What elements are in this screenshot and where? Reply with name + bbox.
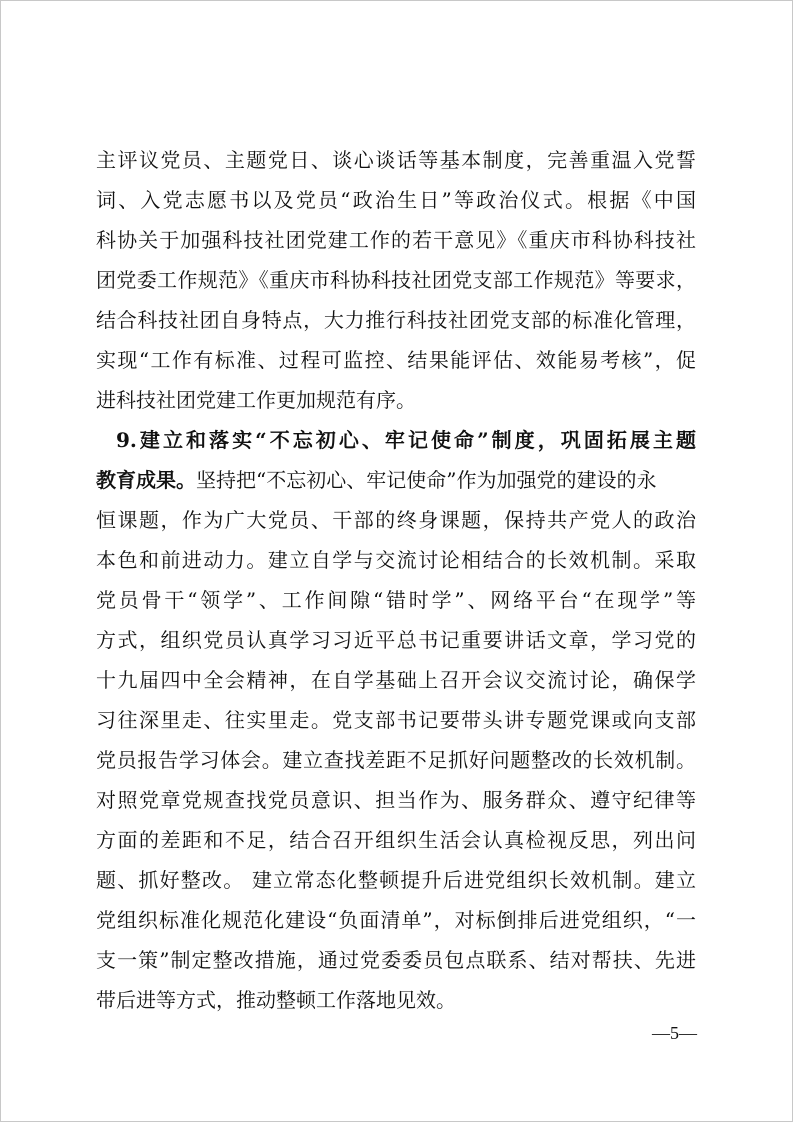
text-line: 科协关于加强科技社团党建工作的若干意见》《重庆市科协科技社 xyxy=(96,228,696,252)
text-line: 主评议党员、主题党日、谈心谈话等基本制度，完善重温入党誓 xyxy=(96,148,696,172)
section-heading-continuation xyxy=(96,460,656,500)
text-line: 恒课题，作为广大党员、干部的终身课题，保持共产党人的政治 xyxy=(96,508,696,532)
section-heading-end: 教育成果。 xyxy=(96,468,196,492)
text-line: 习往深里走、往实里走。党支部书记要带头讲专题党课或向支部 xyxy=(96,708,696,732)
text-line: 进科技社团党建工作更加规范有序。 xyxy=(96,388,416,412)
section-heading: 9.建立和落实“不忘初心、牢记使命”制度，巩固拓展主题 xyxy=(116,428,696,452)
text-line: 方面的差距和不足，结合召开组织生活会认真检视反思，列出问 xyxy=(96,828,696,852)
text-line: 词、入党志愿书以及党员“政治生日”等政治仪式。根据《中国 xyxy=(96,188,696,212)
text-line: 支一策”制定整改措施，通过党委委员包点联系、结对帮扶、先进 xyxy=(96,948,696,972)
text-line: 团党委工作规范》《重庆市科协科技社团党支部工作规范》等要求， xyxy=(96,268,696,292)
page-number: —5— xyxy=(652,1023,697,1043)
text-line: 坚持把“不忘初心、牢记使命”作为加强党的建设的永 xyxy=(196,468,657,492)
text-line: 题、抓好整改。 建立常态化整顿提升后进党组织长效机制。建立 xyxy=(96,868,696,892)
text-line: 结合科技社团自身特点，大力推行科技社团党支部的标准化管理， xyxy=(96,308,696,332)
text-line: 对照党章党规查找党员意识、担当作为、服务群众、遵守纪律等 xyxy=(96,788,696,812)
text-line: 实现“工作有标准、过程可监控、结果能评估、效能易考核”，促 xyxy=(96,348,696,372)
text-line: 方式，组织党员认真学习习近平总书记重要讲话文章，学习党的 xyxy=(96,628,696,652)
text-line: 本色和前进动力。建立自学与交流讨论相结合的长效机制。采取 xyxy=(96,548,696,572)
text-line: 十九届四中全会精神，在自学基础上召开会议交流讨论，确保学 xyxy=(96,668,696,692)
text-line: 党组织标准化规范化建设“负面清单”，对标倒排后进党组织，“一 xyxy=(96,908,696,932)
text-line: 党员骨干“领学”、工作间隙“错时学”、网络平台“在现学”等 xyxy=(96,588,696,612)
text-line: 带后进等方式，推动整顿工作落地见效。 xyxy=(96,988,456,1012)
text-line: 党员报告学习体会。建立查找差距不足抓好问题整改的长效机制。 xyxy=(96,748,696,772)
